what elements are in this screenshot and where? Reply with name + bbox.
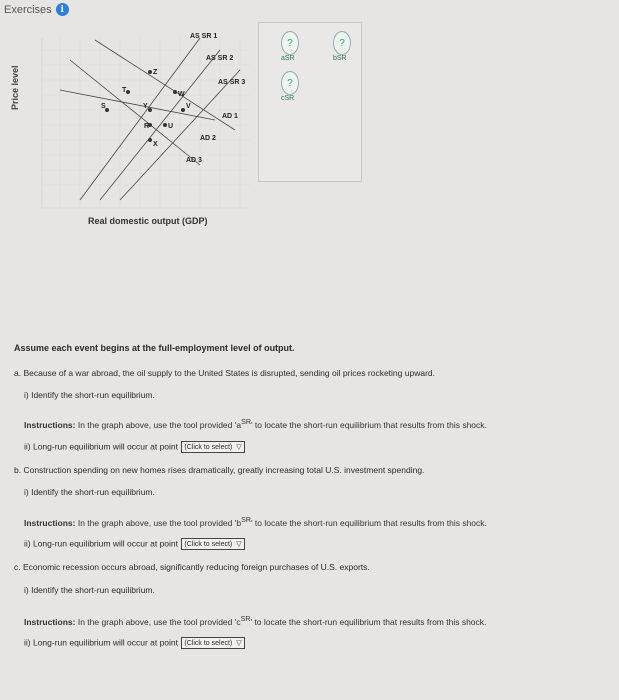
label-ad3: AD 3 xyxy=(186,157,202,164)
part-c-select[interactable] xyxy=(181,637,244,649)
instr-b-tool: SR xyxy=(241,516,251,524)
tool-a-label: aSR xyxy=(281,55,295,62)
header-title: Exercises xyxy=(4,3,52,16)
part-b-select[interactable] xyxy=(181,538,244,550)
instr-c-suffix: ' to locate the short-run equilibrium that results from this shock. xyxy=(250,616,487,627)
part-b-ii xyxy=(24,538,245,550)
label-as2: AS SR 2 xyxy=(206,55,234,62)
instr-b-prefix: Instructions: xyxy=(24,517,76,528)
point-X xyxy=(148,138,152,142)
label-ad2: AD 2 xyxy=(200,135,216,142)
tool-b-label: bSR xyxy=(333,55,347,62)
tool-panel xyxy=(258,22,362,182)
part-a-instructions xyxy=(24,418,487,430)
chevron-down-icon: ▽ xyxy=(236,541,242,548)
point-T xyxy=(126,90,130,94)
label-X: X xyxy=(153,141,158,148)
tool-a-icon[interactable]: ? xyxy=(281,31,299,55)
question-intro: Assume each event begins at the full-employment level of output. xyxy=(14,343,295,353)
part-c-text: c. Economic recession occurs abroad, significantly reducing foreign purchases of U.S. exports. xyxy=(14,562,370,572)
part-b-i: i) Identify the short-run equilibrium. xyxy=(24,487,155,497)
label-W: W xyxy=(178,91,185,98)
part-a-select[interactable] xyxy=(181,441,244,453)
instr-c-prefix: Instructions: xyxy=(24,616,76,627)
y-axis-label: Price level xyxy=(10,65,20,110)
part-b-select-label: (Click to select) xyxy=(184,540,233,548)
label-Z: Z xyxy=(153,69,158,76)
label-R: R xyxy=(144,123,150,130)
point-Y xyxy=(148,108,152,112)
point-W xyxy=(173,90,177,94)
chevron-down-icon: ▽ xyxy=(236,444,242,451)
point-U xyxy=(163,123,167,127)
label-ad1: AD 1 xyxy=(222,113,238,120)
part-b-ii-text: ii) Long-run equilibrium will occur at point xyxy=(24,538,179,549)
chevron-down-icon: ▽ xyxy=(236,640,242,647)
part-b-instructions xyxy=(24,516,487,528)
instr-b-suffix: ' to locate the short-run equilibrium that results from this shock. xyxy=(250,517,487,528)
ad-curve-1 xyxy=(95,40,235,130)
part-a-ii xyxy=(24,441,245,453)
tool-b-icon[interactable]: ? xyxy=(333,31,351,55)
label-T: T xyxy=(122,87,127,94)
instr-a-body: In the graph above, use the tool provided 'a xyxy=(75,419,242,430)
ad-curve-2 xyxy=(70,60,200,165)
part-b-text: b. Construction spending on new homes rises dramatically, greatly increasing total U.S. investment spending. xyxy=(14,465,425,475)
instr-c-tool: SR xyxy=(240,615,251,623)
instr-b-body: In the graph above, use the tool provided 'b xyxy=(75,517,242,528)
label-V: V xyxy=(186,103,191,110)
label-U: U xyxy=(168,123,174,130)
label-Y: Y xyxy=(143,103,148,110)
tool-c-icon[interactable]: ? xyxy=(281,71,299,95)
ad-curve-3 xyxy=(60,90,215,120)
part-c-ii xyxy=(24,637,245,649)
part-a-i: i) Identify the short-run equilibrium. xyxy=(24,390,155,400)
part-a-text: a. Because of a war abroad, the oil supply to the United States is disrupted, sending oil prices rocketing upward. xyxy=(14,368,435,378)
part-c-instructions xyxy=(24,615,486,627)
label-as1: AS SR 1 xyxy=(190,33,218,40)
instr-a-prefix: Instructions: xyxy=(24,419,76,430)
instr-a-tool: SR xyxy=(241,418,251,426)
label-as3: AS SR 3 xyxy=(218,79,246,86)
part-a-select-label: (Click to select) xyxy=(184,443,233,451)
instr-c-body: In the graph above, use the tool provided 'c xyxy=(75,616,241,627)
part-c-ii-text: ii) Long-run equilibrium will occur at point xyxy=(24,637,179,648)
part-c-select-label: (Click to select) xyxy=(184,639,233,647)
point-Z xyxy=(148,70,152,74)
part-c-i: i) Identify the short-run equilibrium. xyxy=(24,585,155,595)
label-S: S xyxy=(101,103,106,110)
tool-c-label: cSR xyxy=(281,95,295,102)
info-icon[interactable]: i xyxy=(56,3,69,16)
instr-a-suffix: ' to locate the short-run equilibrium that results from this shock. xyxy=(250,419,487,430)
part-a-ii-text: ii) Long-run equilibrium will occur at point xyxy=(24,441,179,452)
point-V xyxy=(181,108,185,112)
x-axis-label: Real domestic output (GDP) xyxy=(88,216,208,226)
